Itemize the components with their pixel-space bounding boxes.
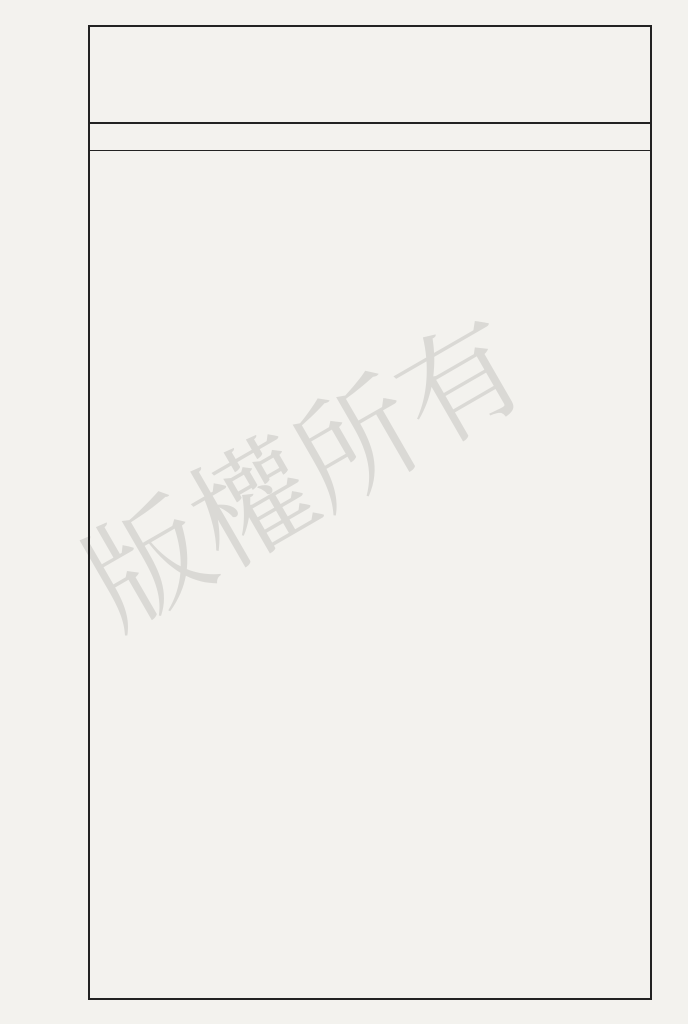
right-frame-line	[650, 25, 652, 1000]
notes-divider	[90, 122, 650, 124]
top-frame-line	[88, 25, 652, 27]
right-notes	[575, 30, 645, 120]
bottom-frame-line	[88, 998, 652, 1000]
verse-number-divider	[90, 150, 650, 151]
watermark: 版權所有	[62, 294, 548, 656]
left-frame-line	[88, 25, 90, 1000]
left-notes	[260, 40, 299, 120]
